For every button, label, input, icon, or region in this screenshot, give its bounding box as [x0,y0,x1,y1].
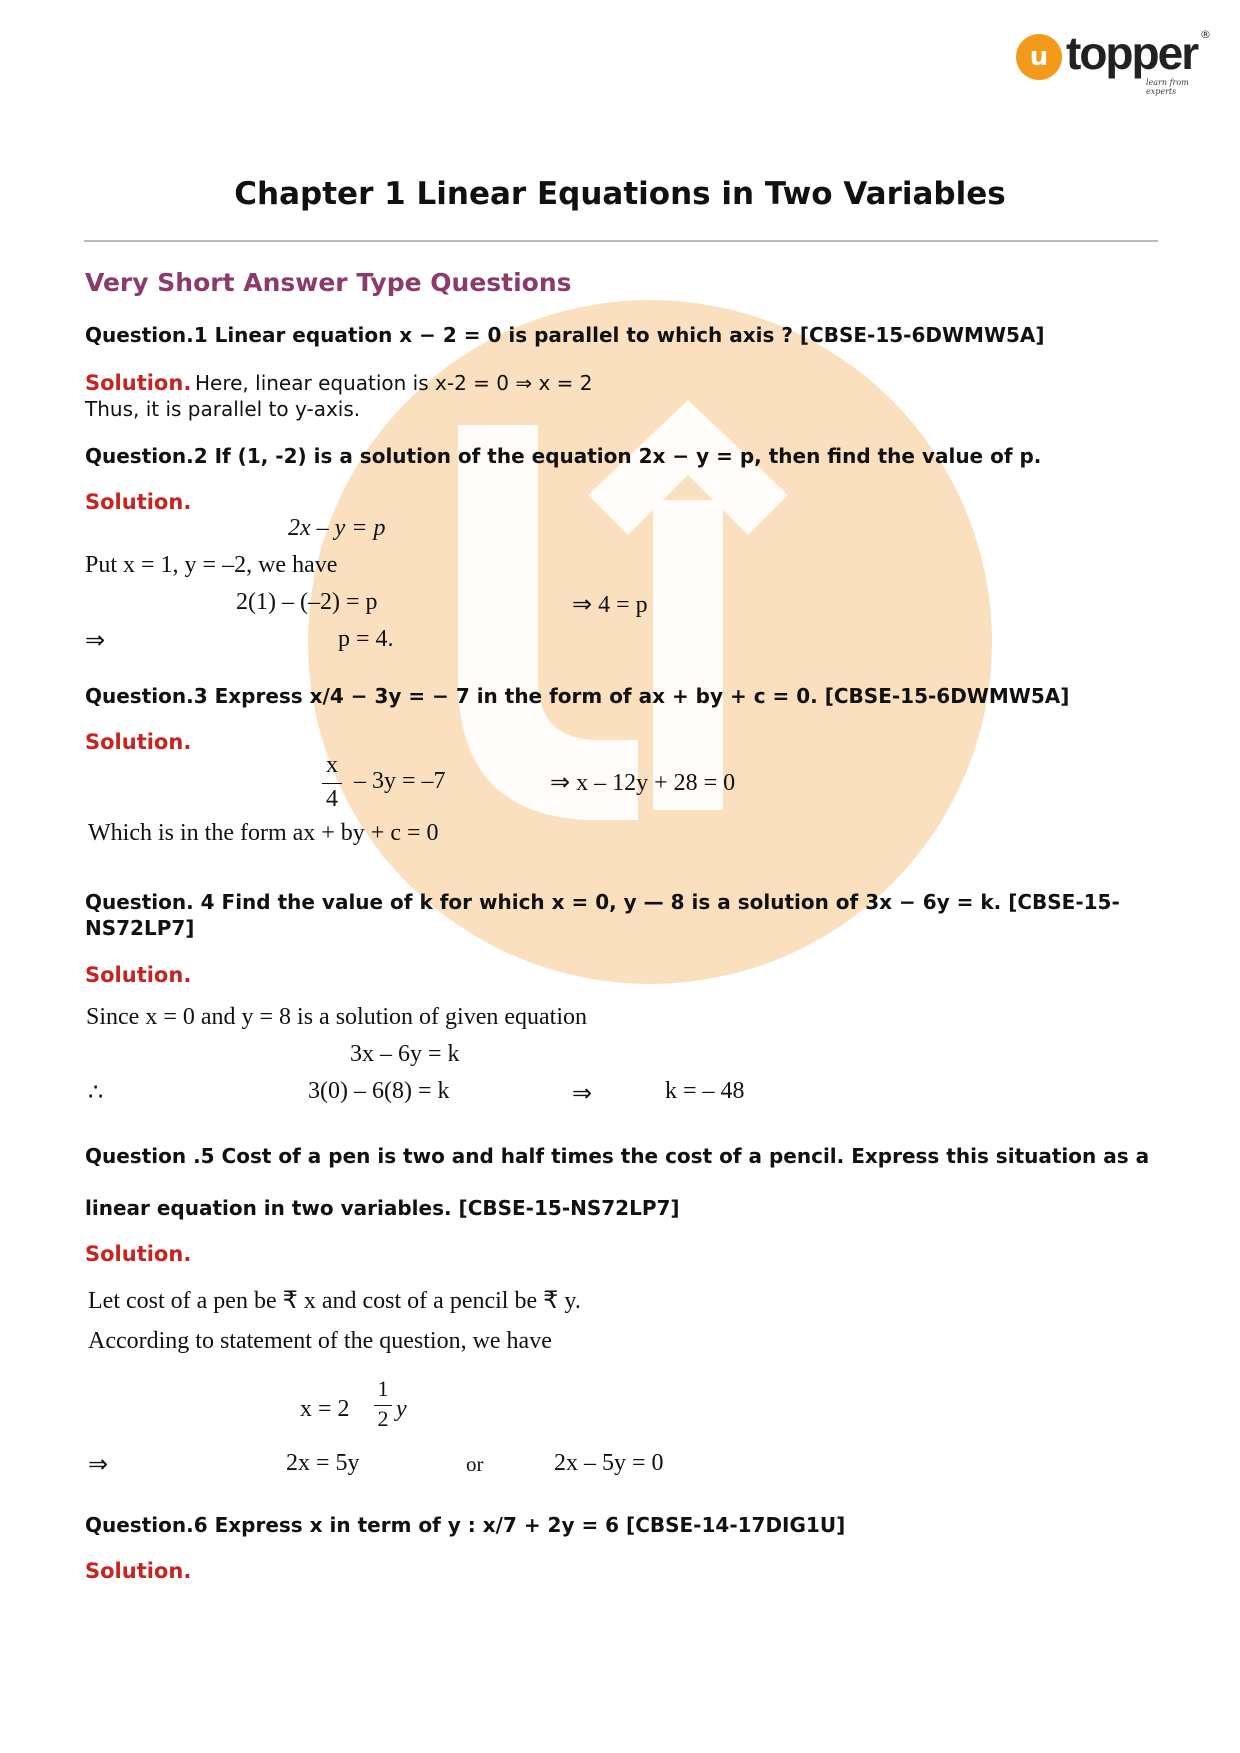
q5-equation-1-lhs: x = 2 [300,1396,350,1422]
q5-according-statement: According to statement of the question, we have [88,1328,552,1354]
title-divider [84,240,1158,242]
q3-equation-1: – 3y = –7 [354,768,446,794]
fraction-numerator: 1 [377,1376,389,1401]
q5-let-statement: Let cost of a pen be ₹ x and cost of a pencil be ₹ y. [88,1288,581,1314]
topper-logo-icon: u [1016,34,1062,80]
q5-equation-1-y: y [396,1396,407,1422]
q4-equation-1: 3x – 6y = k [350,1041,460,1067]
q5-equation-3: 2x – 5y = 0 [554,1450,664,1476]
topper-logo [1016,27,1216,98]
solution-label: Solution. [85,371,192,395]
fraction-numerator: x [326,752,338,778]
question-5: Question .5 Cost of a pen is two and half times the cost of a pencil. Express this situation as a [85,1144,1150,1168]
question-4: Question. 4 Find the value of k for which x = 0, y — 8 is a solution of 3x − 6y = k. [CBSE-15-NS72LP7] [85,890,1120,940]
implies-symbol: ⇒ [88,1452,109,1478]
question-3: Question.3 Express x/4 − 3y = − 7 in the form of ax + by + c = 0. [CBSE-15-6DWMW5A] [85,684,1070,708]
q3-equation-2: ⇒ x – 12y + 28 = 0 [550,770,736,796]
question-1: Question.1 Linear equation x − 2 = 0 is parallel to which axis ? [CBSE-15-6DWMW5A] [85,323,1045,347]
q1-solution-line-2: Thus, it is parallel to y-axis. [85,397,361,421]
therefore-symbol: ∴ [88,1080,104,1106]
solution-label: Solution. [85,1242,192,1266]
question-5-continued: linear equation in two variables. [CBSE-15-NS72LP7] [85,1196,680,1220]
topper-logo-text: topper [1066,27,1198,79]
fraction-denominator: 2 [377,1406,389,1431]
q2-substitution: Put x = 1, y = –2, we have [85,552,338,578]
page-title: Chapter 1 Linear Equations in Two Variables [234,176,1006,212]
q2-result: p = 4. [338,626,394,652]
q4-equation-2: 3(0) – 6(8) = k [308,1078,450,1104]
question-2: Question.2 If (1, -2) is a solution of the equation 2x − y = p, then find the value of p. [85,444,1042,468]
question-6: Question.6 Express x in term of y : x/7 + 2y = 6 [CBSE-14-17DIG1U] [85,1513,846,1537]
implies-symbol: ⇒ [572,1081,593,1107]
solution-label: Solution. [85,1559,192,1583]
q3-form-statement: Which is in the form ax + by + c = 0 [88,820,439,846]
q5-equation-2: 2x = 5y [286,1450,360,1476]
topper-watermark [308,300,992,984]
q2-equation-3: ⇒ 4 = p [572,592,648,618]
q4-given-statement: Since x = 0 and y = 8 is a solution of given equation [86,1004,587,1030]
q2-equation-1: 2x – y = p [288,515,386,541]
q4-result: k = – 48 [665,1078,745,1104]
logo-tagline: learn from experts [1146,78,1189,96]
fraction-denominator: 4 [326,786,338,812]
solution-label: Solution. [85,490,192,514]
registered-mark: ® [1200,28,1211,41]
q1-solution-line-1: Here, linear equation is x-2 = 0 ⇒ x = 2 [195,371,593,395]
implies-symbol: ⇒ [85,628,106,654]
section-heading: Very Short Answer Type Questions [85,268,572,297]
solution-label: Solution. [85,963,192,987]
solution-label: Solution. [85,730,192,754]
q5-or: or [466,1452,484,1476]
fraction-bar [322,783,342,784]
q2-equation-2: 2(1) – (–2) = p [236,589,378,615]
